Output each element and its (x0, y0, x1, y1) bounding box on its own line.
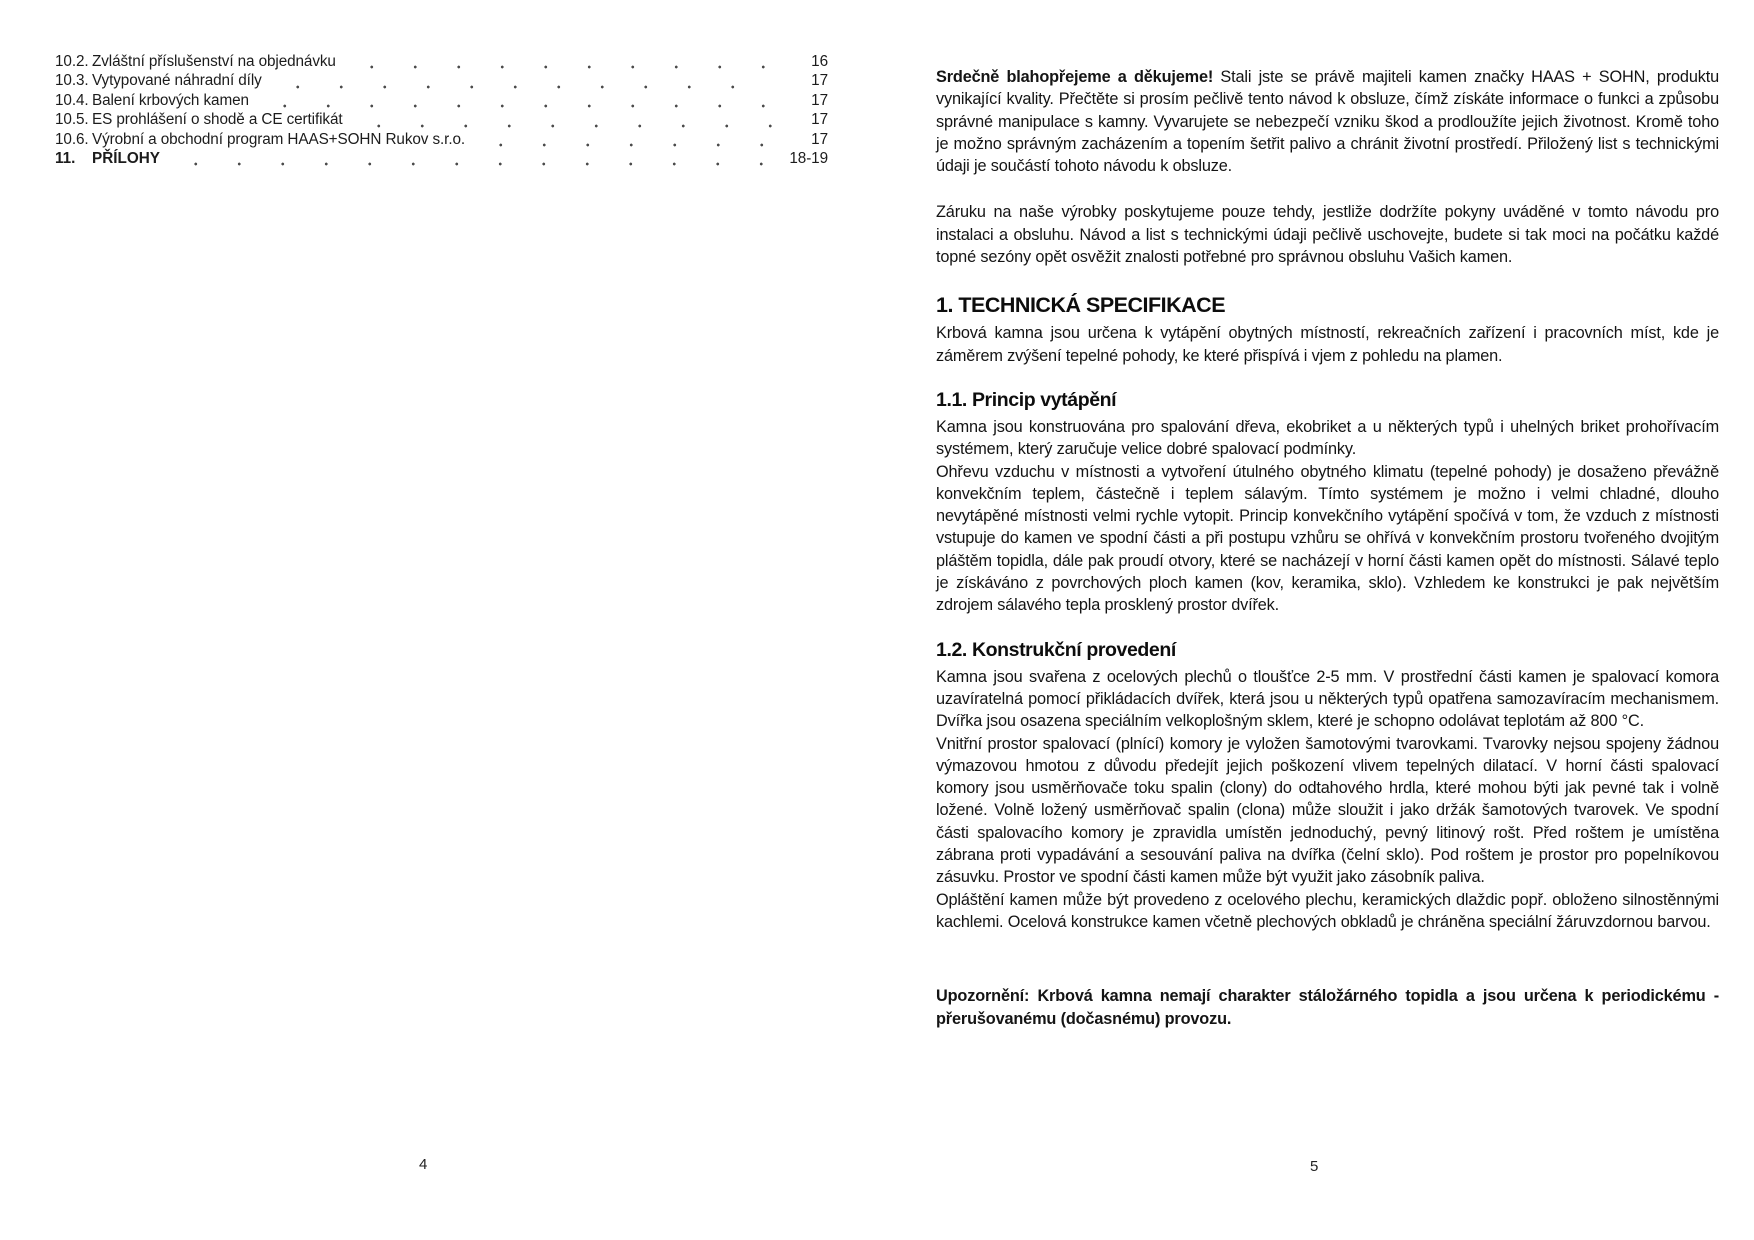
toc-item-number: 10.4. (55, 91, 89, 109)
toc-item-page: 16 (811, 53, 828, 70)
manual-body (936, 66, 1719, 1030)
intro-paragraph (936, 66, 1719, 177)
toc-item-label: PŘÍLOHY (92, 150, 160, 168)
toc-item-number: 10.5. (55, 111, 89, 129)
toc-item-label: ES prohlášení o shodě a CE certifikát (92, 111, 343, 129)
toc-item-number: 10.6. (55, 130, 89, 148)
section-1-2-body-1: Kamna jsou svařena z ocelových plechů o tloušťce 2-5 mm. V prostřední části kamen je spalovací komora uzavíratelná pomocí přikládacích dvířek, která jsou u některých typů opatřena samozavíracím mechanismem. Dvířka jsou osazena speciálním velkoplošným sklem, které je schopno odolávat teplotám až 800 °C. (936, 667, 1719, 731)
toc-item-page: 17 (811, 111, 828, 129)
page-number-right: 5 (1310, 1158, 1319, 1175)
section-1-1-body-1: Kamna jsou konstruována pro spalování dřeva, ekobriket a u některých typů i uhelných briket prohořívacím systémem, který zaručuje velice dobré spalovací podmínky. (936, 417, 1719, 459)
section-1-2-body-3: Opláštění kamen může být provedeno z ocelového plechu, keramických dlaždic popř. obloženo silnostěnnými kachlemi. Ocelová konstrukce kamen včetně plechových obkladů je chráněna speciální žáruvzdornou barvou. (936, 890, 1719, 931)
toc-item-label: Zvláštní příslušenství na objednávku (92, 53, 336, 70)
toc-row (55, 91, 828, 110)
dot-leader (174, 154, 772, 168)
dot-leader (263, 96, 772, 110)
toc-item-label: Výrobní a obchodní program HAAS+SOHN Rukov s.r.o. (92, 130, 466, 148)
toc-item-label: Balení krbových kamen (92, 91, 249, 109)
table-of-contents (55, 52, 828, 168)
section-1-1-heading: 1.1. Princip vytápění (936, 388, 1117, 411)
toc-item-number: 11. (55, 150, 76, 168)
dot-leader (276, 77, 772, 91)
toc-row (55, 149, 828, 168)
toc-row (55, 71, 828, 90)
dot-leader (350, 57, 772, 71)
toc-row (55, 130, 828, 149)
section-1-body: Krbová kamna jsou určena k vytápění obytných místností, rekreačních zařízení i pracovních míst, kde je záměrem zvýšení tepelné pohody, ke které přispívá i vjem z pohledu na plamen. (936, 324, 1719, 365)
section-1-1-body-2: Ohřevu vzduchu v místnosti a vytvoření útulného obytného klimatu (tepelné pohody) je dosaženo převážně konvekčním teplem, částečně i teplem sálavým. Tímto systémem je možno i velmi chladné, dlouho nevytápěné místnosti velmi rychle vytopit. Princip konvekčního vytápění spočívá v tom, že vzduch z místnosti vstupuje do kamen ve spodní části a při postupu vzhůru se ohřívá v konvekčním prostoru tvořeného dvojitým pláštěm topidla, dále pak proudí otvory, které se nacházejí v horní části kamen opět do místnosti. Sálavé teplo je získáváno z povrchových ploch kamen (kov, keramika, sklo). Vzhledem ke konstrukci je pak největším zdrojem sálavého tepla prosklený prostor dvířek. (936, 462, 1719, 615)
toc-row (55, 110, 828, 129)
toc-item-number: 10.2. (55, 53, 89, 70)
guarantee-paragraph: Záruku na naše výrobky poskytujeme pouze tehdy, jestliže dodržíte pokyny uváděné v tomto návodu pro instalaci a obsluhu. Návod a list s technickými údaji pečlivě uschovejte, budete si tak moci na počátku každé topné sezóny opět osvěžit znalosti potřebné pro správnou obsluhu Vašich kamen. (936, 203, 1719, 267)
toc-item-page: 17 (811, 91, 828, 109)
section-1-heading: 1. TECHNICKÁ SPECIFIKACE (936, 293, 1226, 318)
section-1-2-heading: 1.2. Konstrukční provedení (936, 638, 1176, 661)
toc-item-number: 10.3. (55, 72, 89, 90)
intro-lead: Srdečně blahopřejeme a děkujeme! (936, 68, 1214, 86)
page-number-left: 4 (419, 1156, 428, 1173)
dot-leader (479, 135, 772, 149)
toc-item-page: 17 (811, 72, 828, 90)
section-1-2-body-2: Vnitřní prostor spalovací (plnící) komory je vyložen šamotovými tvarovkami. Tvarovky nejsou spojeny žádnou výmazovou hmotou z důvodu předejít jejich poškození vlivem tepelných dilatací. V horní části spalovací komory jsou usměrňovače toku spalin (clony) do odtahového hrdla, které mohou býti jak pevné tak i volně ložené. Volně ložený usměrňovač spalin (clona) může sloužit i jako držák šamotových tvarovek. Ve spodní části spalovacího komory je zpravidla umístěn jednoduchý, pevný litinový rošt. Před roštem je umístěna zábrana proti vypadávání a sesouvání paliva na dvířka (čelní sklo). Pod roštem je prostor pro popelníkovou zásuvku. Prostor ve spodní části kamen může být využit jako zásobník paliva. (936, 734, 1719, 887)
toc-item-page: 17 (811, 130, 828, 148)
intro-text: Stali jste se právě majiteli kamen značky HAAS + SOHN, produktu vynikající kvality. Přečtěte si prosím pečlivě tento návod k obsluze, čímž získáte informace o funkci a způsobu správné manipulace s kamny. Vyvarujete se nebezpečí vzniku škod a prodloužíte jejich životnost. Kromě toho je možno správným zacházením a topením šetřit palivo a chránit životní prostředí. Přiložený list s technickými údaji je součástí tohoto návodu k obsluze. (936, 68, 1719, 176)
toc-item-page: 18-19 (789, 150, 828, 168)
toc-row (55, 52, 828, 71)
dot-leader (357, 116, 772, 130)
notice-paragraph: Upozornění: Krbová kamna nemají charakter stáložárného topidla a jsou určena k periodickému - přerušovanému (dočasnému) provozu. (936, 987, 1719, 1028)
toc-item-label: Vytypované náhradní díly (92, 72, 262, 90)
